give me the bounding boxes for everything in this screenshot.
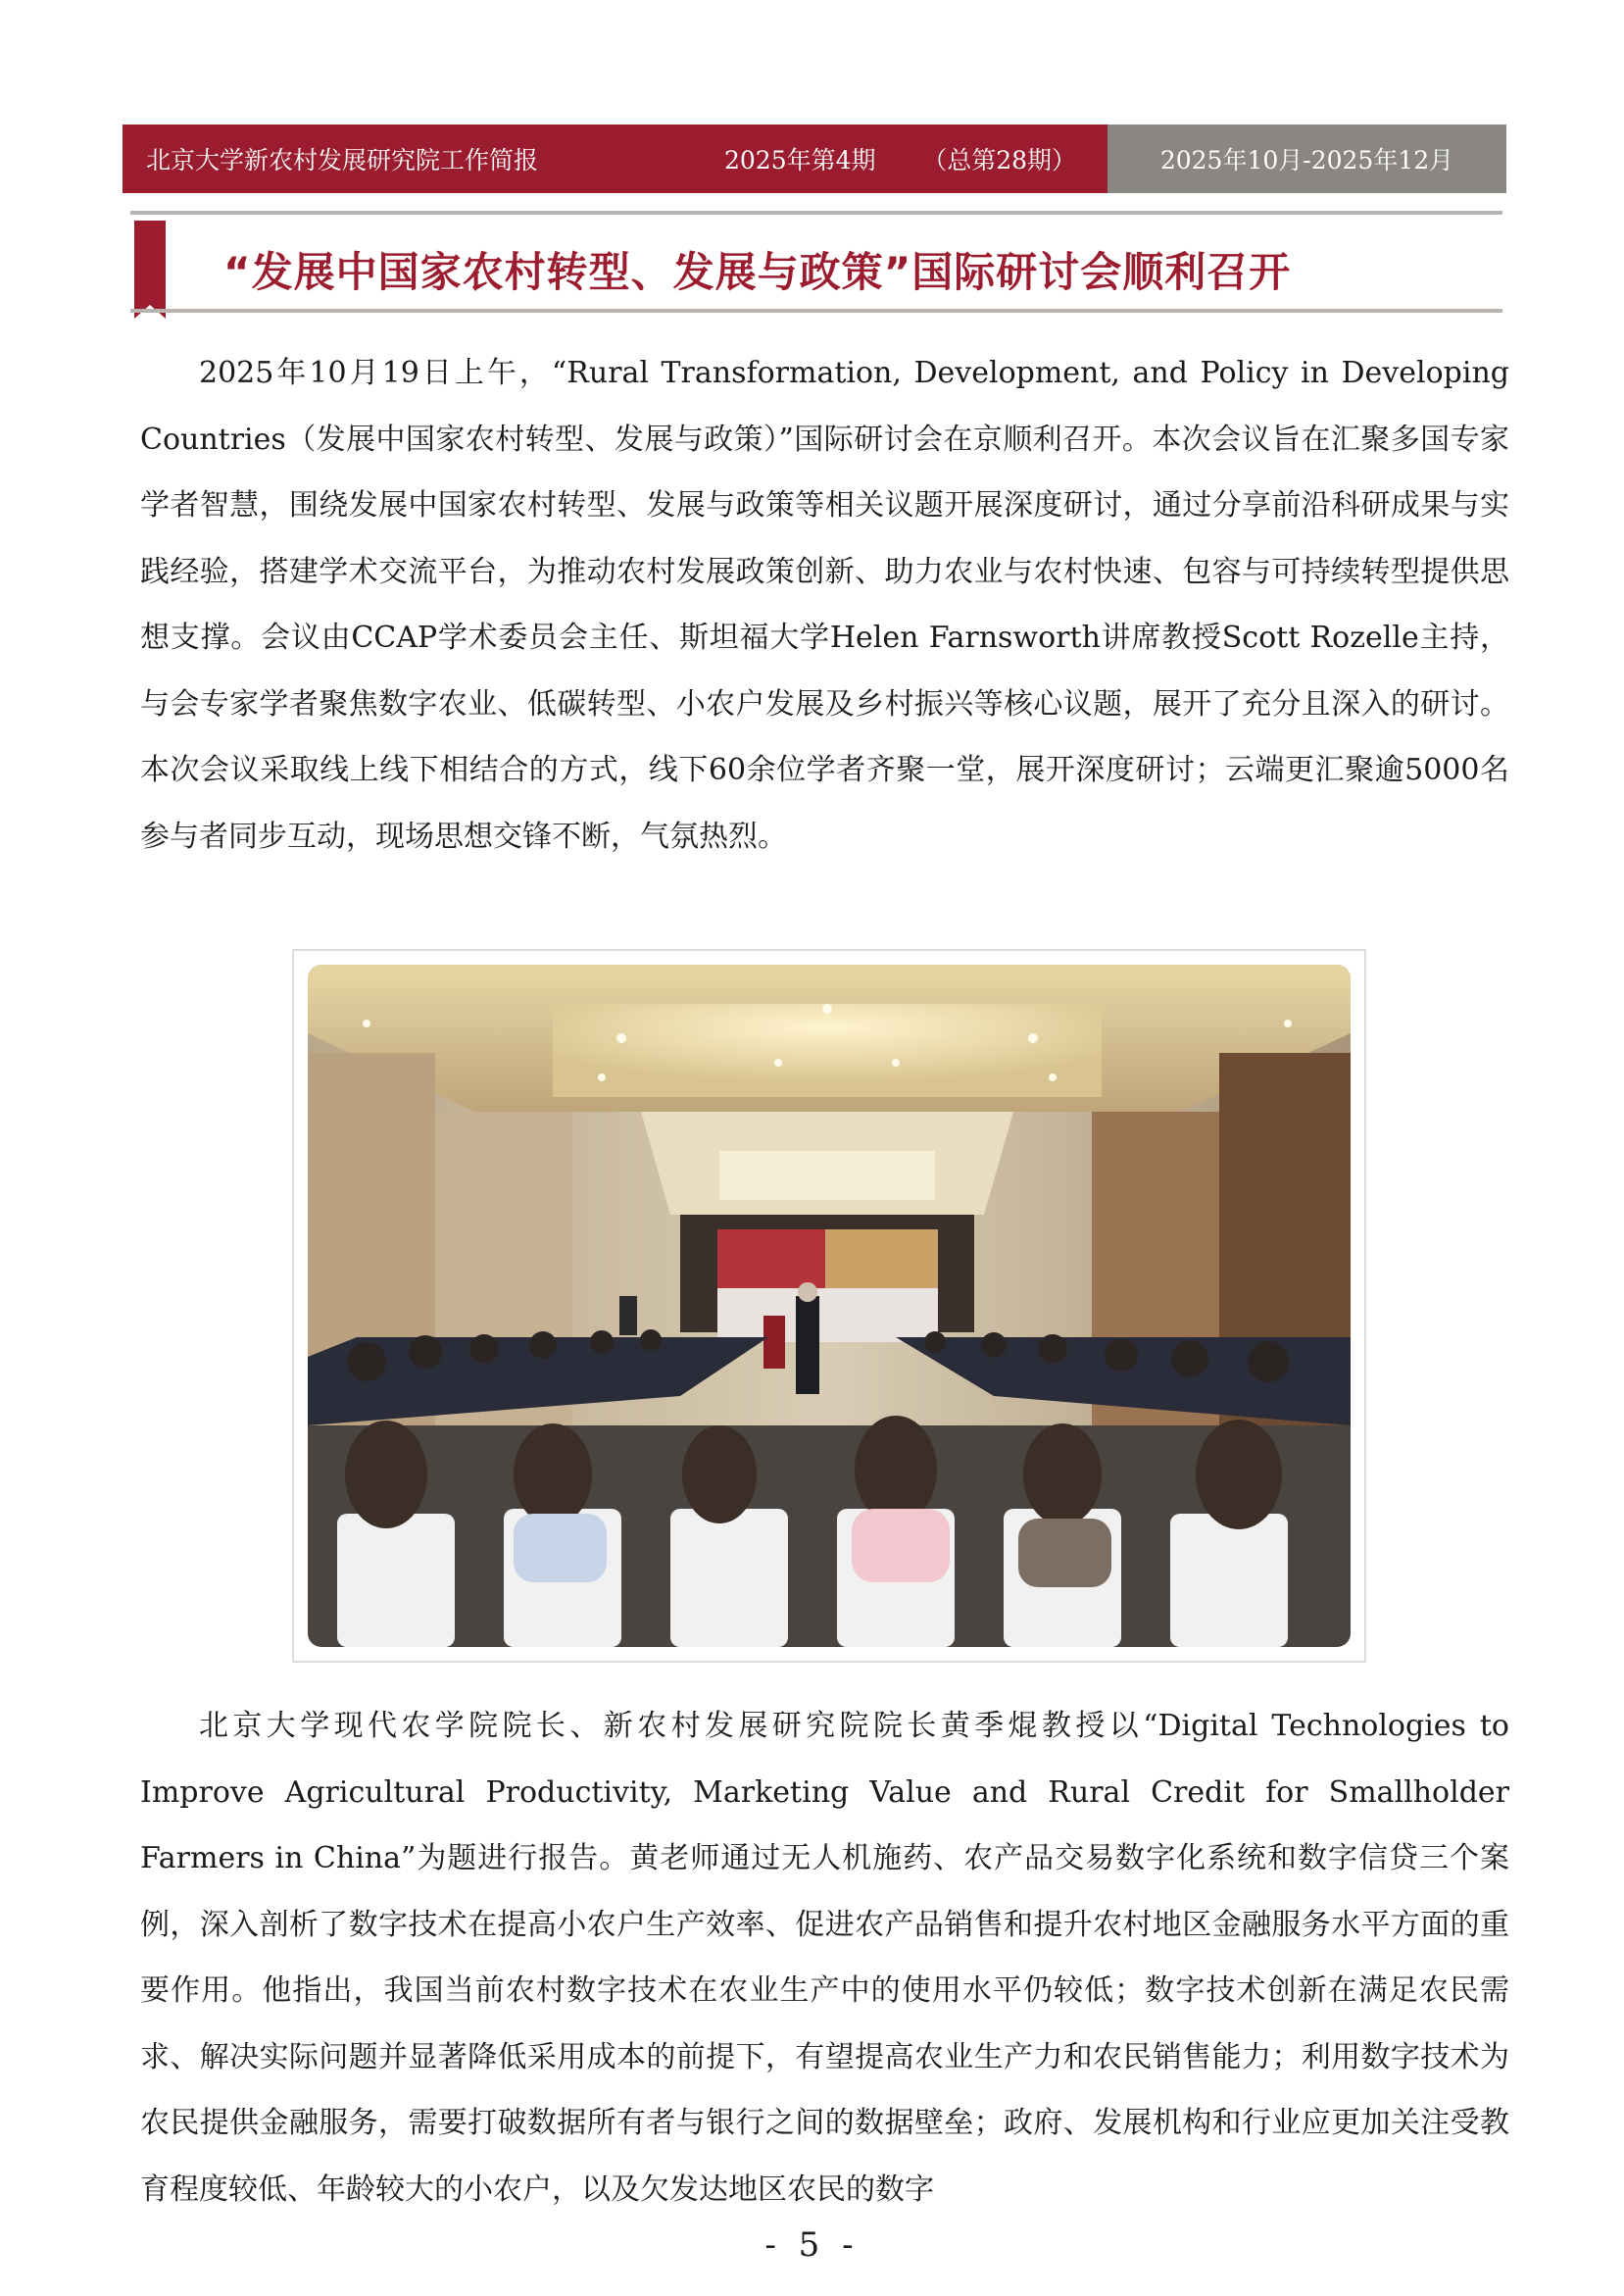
article-paragraph-2: 北京大学现代农学院院长、新农村发展研究院院长黄季焜教授以“Digital Technologies to Improve Agricultural Productivity, Marketing Value and Rural Credit for Smallholder Farmers in China”为题进行报告。黄老师通过无人机施药、农产品交易数字化系统和数字信贷三个案例，深入剖析了数字技术在提高小农户生产效率、促进农产品销售和提升农村地区金融服务水平方面的重要作用。他指出，我国当前农村数字技术在农业生产中的使用水平仍较低；数字技术创新在满足农民需求、解决实际问题并显著降低采用成本的前提下，有望提高农业生产力和农民销售能力；利用数字技术为农民提供金融服务，需要打破数据所有者与银行之间的数据壁垒；政府、发展机构和行业应更加关注受教育程度较低、年龄较大的小农户，以及欠发达地区农民的数字 xyxy=(140,1709,1509,2207)
title-rule-top xyxy=(130,211,1502,215)
article-paragraph-1: 2025年10月19日上午，“Rural Transformation, Development, and Policy in Developing Countries（发展中国家农村转型、发展与政策）”国际研讨会在京顺利召开。本次会议旨在汇聚多国专家学者智慧，围绕发展中国家农村转型、发展与政策等相关议题开展深度研讨，通过分享前沿科研成果与实践经验，搭建学术交流平台，为推动农村发展政策创新、助力农业与农村快速、包容与可持续转型提供思想支撑。会议由CCAP学术委员会主任、斯坦福大学Helen Farnsworth讲席教授Scott Rozelle主持，与会专家学者聚焦数字农业、低碳转型、小农户发展及乡村振兴等核心议题，展开了充分且深入的研讨。本次会议采取线上线下相结合的方式，线下60余位学者齐聚一堂，展开深度研讨；云端更汇聚逾5000名参与者同步互动，现场思想交锋不断，气氛热烈。 xyxy=(140,356,1509,854)
article-title-block xyxy=(130,211,1502,319)
header-red-section xyxy=(123,125,1107,193)
header-gray-section xyxy=(1107,125,1506,193)
article-title: “发展中国家农村转型、发展与政策”国际研讨会顺利召开 xyxy=(223,248,1292,296)
conference-room-illustration xyxy=(308,965,1351,1647)
newsletter-header-bar xyxy=(123,125,1506,193)
photo-frame xyxy=(292,949,1366,1663)
page-number: - 5 - xyxy=(764,2225,860,2265)
title-ribbon-marker xyxy=(134,221,166,319)
title-rule-bottom xyxy=(130,309,1502,313)
issue-period: 2025年10月-2025年12月 xyxy=(1159,146,1454,175)
conference-photo xyxy=(308,965,1351,1647)
issue-number: 2025年第4期 （总第28期） xyxy=(724,146,1077,175)
newsletter-name: 北京大学新农村发展研究院工作简报 xyxy=(146,146,539,175)
